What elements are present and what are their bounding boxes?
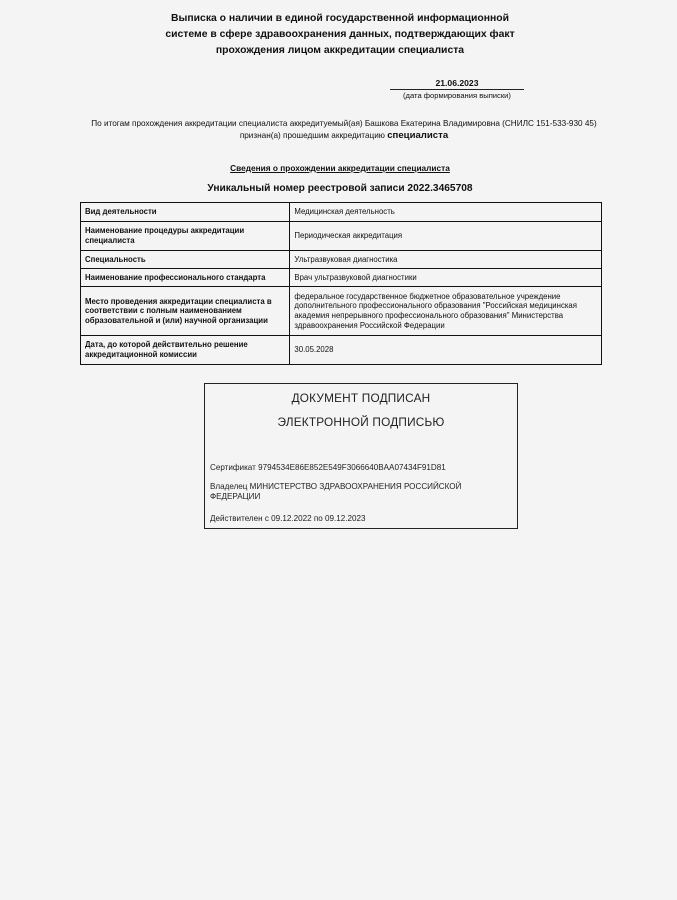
table-row [81, 269, 602, 287]
issue-date-caption: (дата формирования выписки) [403, 91, 511, 100]
row-label: Вид деятельности [81, 203, 290, 222]
statement-bold-word: специалиста [387, 130, 449, 141]
certificate-owner: Владелец МИНИСТЕРСТВО ЗДРАВООХРАНЕНИЯ РОССИЙСКОЙ ФЕДЕРАЦИИ [210, 482, 462, 501]
accreditation-table [80, 202, 602, 365]
document-title [120, 11, 560, 59]
stamp-heading-line2: ЭЛЕКТРОННОЙ ПОДПИСЬЮ [277, 415, 445, 429]
issue-date: 21.06.2023 [390, 78, 524, 90]
table-row [81, 336, 602, 365]
table-row [81, 222, 602, 251]
row-value: Ультразвуковая диагностика [290, 251, 602, 269]
table-row [81, 203, 602, 222]
date-block [390, 78, 524, 101]
stamp-heading-line1: ДОКУМЕНТ ПОДПИСАН [291, 391, 431, 405]
record-number: Уникальный номер реестровой записи 2022.3465708 [207, 183, 473, 194]
certificate-number: Сертификат 9794534E86E852E549F3066640BAA07434F91D81 [210, 463, 446, 472]
section-title: Сведения о прохождении аккредитации специалиста [230, 163, 450, 173]
row-value: Медицинская деятельность [290, 203, 602, 222]
row-label: Дата, до которой действительно решение аккредитационной комиссии [81, 336, 290, 365]
row-label: Наименование профессионального стандарта [81, 269, 290, 287]
certificate-validity: Действителен с 09.12.2022 по 09.12.2023 [210, 514, 366, 523]
document-title-line: Выписка о наличии в единой государственной информационной [171, 13, 509, 24]
electronic-signature-stamp [204, 383, 518, 529]
row-label: Специальность [81, 251, 290, 269]
row-value: 30.05.2028 [290, 336, 602, 365]
table-row [81, 251, 602, 269]
row-value: федеральное государственное бюджетное образовательное учреждение дополнительного профессионального образования "Российская медицинская академия непрерывного профессионального образования" Министерства здравоохранения Российской Федерации [290, 287, 602, 336]
table-row [81, 287, 602, 336]
document-title-line: прохождения лицом аккредитации специалиста [215, 45, 465, 56]
row-value: Врач ультразвуковой диагностики [290, 269, 602, 287]
statement-text: По итогам прохождения аккредитации специалиста аккредитуемый(ая) Башкова Екатерина Владимировна (СНИЛС 151-533-930 45) признан(а) прошедшим аккредитацию [91, 119, 597, 140]
row-label: Наименование процедуры аккредитации специалиста [81, 222, 290, 251]
document-title-line: системе в сфере здравоохранения данных, подтверждающих факт [165, 29, 515, 40]
row-label: Место проведения аккредитации специалиста в соответствии с полным наименованием образовательной и (или) научной организации [81, 287, 290, 336]
row-value: Периодическая аккредитация [290, 222, 602, 251]
accreditation-statement [80, 118, 608, 142]
